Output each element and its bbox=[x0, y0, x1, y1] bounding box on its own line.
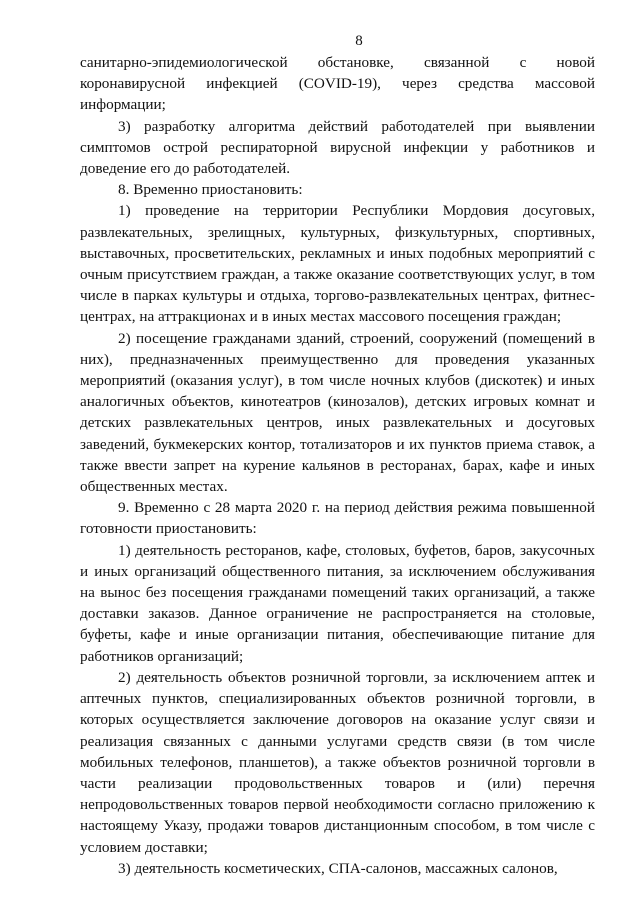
paragraph-continuation: санитарно-эпидемиологической обстановке, связанной с новой коронавирусной инфекцией (COVID-19), через средства массовой информации; bbox=[80, 54, 595, 114]
document-body bbox=[80, 52, 595, 879]
paragraph-clause-8-item-2: 2) посещение гражданами зданий, строений, сооружений (помещений в них), предназначенных преимущественно для проведения указанных мероприятий (оказания услуг), в том числе ночных клубов (дискотек) и иных аналогичных объектов, кинотеатров (кинозалов), детских игровых комнат и детских развлекательных центров, иных развлекательных и досуговых заведений, букмекерских контор, тотализаторов и их пунктов приема ставок, а также ввести запрет на курение кальянов в ресторанах, барах, кафе и иных общественных местах. bbox=[80, 329, 595, 496]
paragraph-clause-9-item-1: 1) деятельность ресторанов, кафе, столовых, буфетов, баров, закусочных и иных организаций общественного питания, за исключением обслуживания на вынос без посещения гражданами помещений таких организаций, а также доставки заказов. Данное ограничение не распространяется на столовые, буфеты, кафе и иные организации питания, обеспечивающие питание для работников организаций; bbox=[80, 541, 595, 665]
paragraph-clause-9-item-3: 3) деятельность косметических, СПА-салонов, массажных салонов, bbox=[118, 859, 558, 877]
paragraph-clause-8-heading: 8. Временно приостановить: bbox=[118, 181, 303, 199]
paragraph-clause-9-heading: 9. Временно с 28 марта 2020 г. на период действия режима повышенной готовности приостановить: bbox=[80, 499, 595, 538]
page-number: 8 bbox=[355, 33, 363, 49]
paragraph-clause-9-item-2: 2) деятельность объектов розничной торговли, за исключением аптек и аптечных пунктов, специализированных объектов розничной торговли, в которых осуществляется заключение договоров на оказание услуг связи и реализация связанных с данными услугами средств связи (в том числе мобильных телефонов, планшетов), а также объектов розничной торговли в части реализации продовольственных товаров и (или) перечня непродовольственных товаров первой необходимости согласно приложению к настоящему Указу, продажи товаров дистанционным способом, в том числе с условием доставки; bbox=[80, 668, 595, 856]
paragraph-clause-8-item-1: 1) проведение на территории Республики Мордовия досуговых, развлекательных, зрелищных, культурных, физкультурных, спортивных, выставочных, просветительских, рекламных и иных подобных мероприятий с очным присутствием граждан, а также оказание соответствующих услуг, в том числе в парках культуры и отдыха, торгово-развлекательных центрах, фитнес-центрах, на аттракционах и в иных местах массового посещения граждан; bbox=[80, 202, 595, 326]
paragraph-item-3-algorithm: 3) разработку алгоритма действий работодателей при выявлении симптомов острой респираторной вирусной инфекции у работников и доведение его до работодателей. bbox=[80, 117, 595, 178]
